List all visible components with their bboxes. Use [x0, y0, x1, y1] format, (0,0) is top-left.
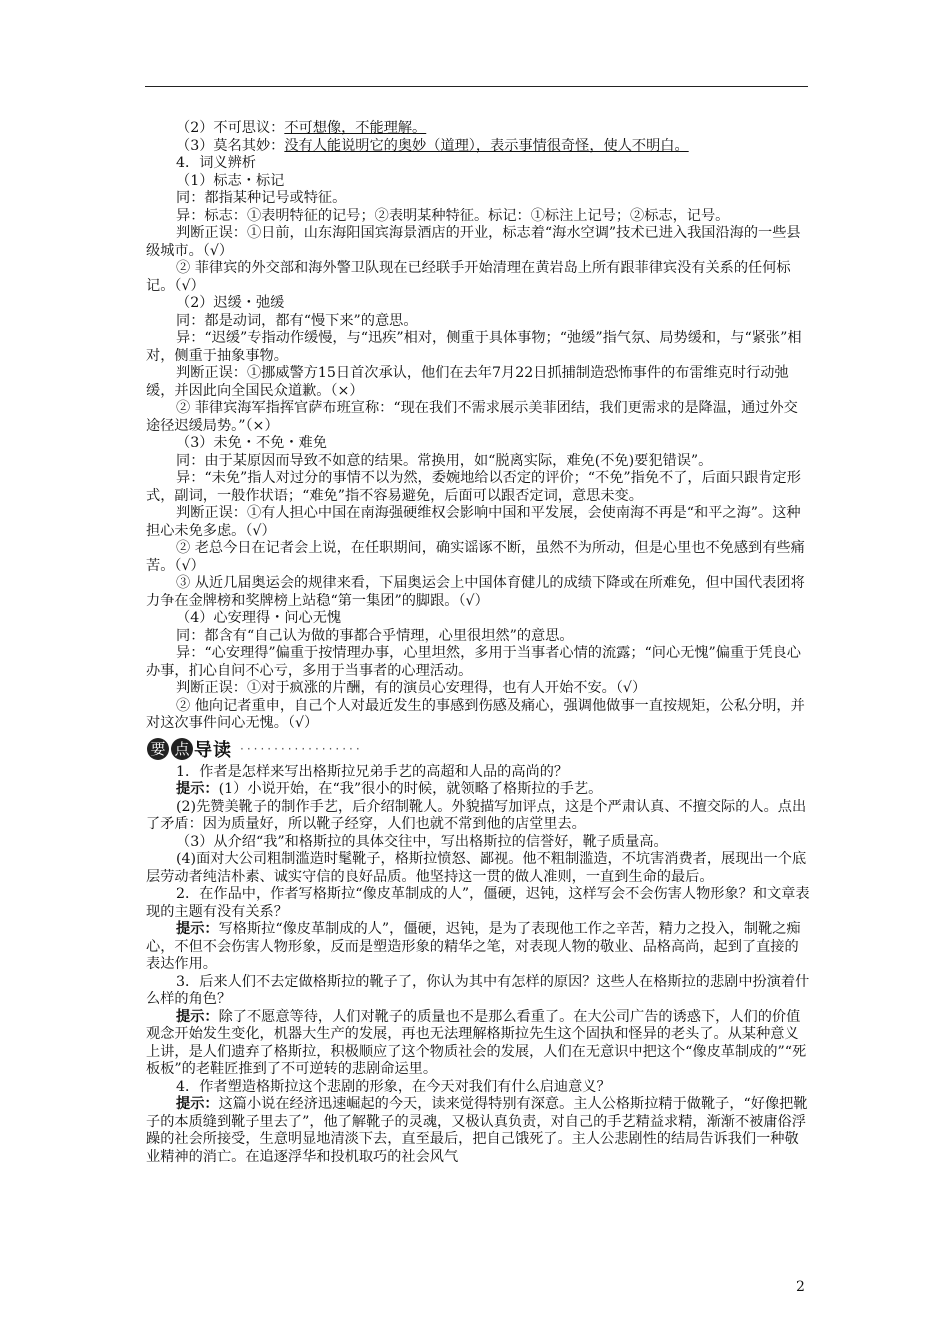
section-heading-key-points [146, 735, 810, 763]
paragraph: ② 菲律宾的外交部和海外警卫队现在已经联手开始清理在黄岩岛上所有跟菲律宾没有关系的任何标记。（√） [146, 260, 791, 294]
paragraph: 异：“心安理得”偏重于按情理办事，心里坦然，多用于当事者心情的流露；“问心无愧”偏重于凭良心办事，扪心自问不心亏，多用于当事者的心理活动。 [146, 645, 801, 679]
question: 2．在作品中，作者写格斯拉“像皮革制成的人”，僵硬，迟钝，这样写会不会伤害人物形象？和文章表现的主题有没有关系？ [146, 886, 810, 920]
answer: (2)先赞美靴子的制作手艺，后介绍制靴人。外貌描写加评点，这是个严肃认真、不擅交际的人。点出了矛盾：因为质量好，所以靴子经穿，人们也就不常到他的店堂里去。 [146, 798, 807, 832]
badge-text: 导读 [194, 739, 232, 761]
paragraph: 判断正误：①对于疯涨的片酬，有的演员心安理得，也有人开始不安。（√） [176, 680, 647, 696]
paragraph: ② 老总今日在记者会上说，在任职期间，确实谣诼不断，虽然不为所动，但是心里也不免感到有些痛苦。（√） [146, 540, 805, 574]
question: 1．作者是怎样来写出格斯拉兄弟手艺的高超和人品的高尚的？ [176, 763, 569, 780]
answer: 提示：(1）小说开始，在“我”很小的时候，就领略了格斯拉的手艺。 [176, 781, 603, 797]
paragraph: 同：都是动词，都有“慢下来”的意思。 [176, 312, 418, 329]
answer: 提示：除了不愿意等待，人们对靴子的质量也不是那么看重了。在大公司广告的诱惑下，人们的价值观念开始发生变化，机器大生产的发展，再也无法理解格斯拉先生这个固执和怪异的老头了。从某种意义上讲，是人们遗弃了格斯拉，积极顺应了这个物质社会的发展，人们在无意识中把这个“像皮革制成的”“死板板”的老鞋匠推到了不可逆转的悲剧命运里。 [146, 1008, 807, 1077]
word-pair-heading: （3）未免・不免・难免 [176, 435, 327, 451]
paragraph: ② 他向记者重申，自己个人对最近发生的事感到伤感及痛心，强调他做事一直按规矩，公私分明，并对这次事件问心无愧。（√） [146, 697, 805, 731]
paragraph: 异：“未免”指人对过分的事情不以为然，委婉地给以否定的评价；“不免”指免不了，后面只跟肯定形式，副词，一般作状语；“难免”指不容易避免，后面可以跟否定词，意思未变。 [146, 470, 801, 504]
page-number: 2 [796, 1279, 805, 1295]
paragraph: 判断正误：①挪威警方15日首次承认，他们在去年7月22日抓捕制造恐怖事件的布雷维克时行动弛缓，并因此向全国民众道歉。（×） [146, 365, 789, 399]
definition-line: （2）不可思议：不可想像，不能理解。 [176, 120, 427, 136]
dotted-divider: ·················· [240, 741, 363, 756]
subheading: 4．词义辨析 [176, 155, 256, 171]
paragraph: 同：由于某原因而导致不如意的结果。常换用，如“脱离实际，难免(不免)要犯错误”。 [176, 452, 713, 469]
word-pair-heading: （4）心安理得・问心无愧 [176, 610, 342, 626]
answer: 提示：这篇小说在经济迅速崛起的今天，读来觉得特别有深意。主人公格斯拉精于做靴子，“好像把靴子的本质缝到靴子里去了”，他了解靴子的灵魂，又极认真负责，对自己的手艺精益求精，渐渐不被庸俗浮躁的社会所接受，生意明显地清淡下去，直至最后，把自己饿死了。主人公悲剧性的结局告诉我们一种敬业精神的消亡。在追逐浮华和投机取巧的社会风气 [146, 1096, 808, 1165]
answer: （3）从介绍“我”和格斯拉的具体交往中，写出格斯拉的信誉好，靴子质量高。 [176, 833, 668, 850]
header-rule [145, 86, 808, 87]
question: 4．作者塑造格斯拉这个悲剧的形象，在今天对我们有什么启迪意义？ [176, 1078, 611, 1095]
question: 3．后来人们不去定做格斯拉的靴子了，你认为其中有怎样的原因？这些人在格斯拉的悲剧中扮演着什么样的角色？ [146, 973, 810, 1007]
badge-char-2: 点 [171, 738, 193, 760]
paragraph: 异：标志：①表明特征的记号；②表明某种特征。标记：①标注上记号；②标志，记号。 [176, 207, 730, 224]
badge-char-1: 要 [147, 738, 169, 760]
definition-line: （3）莫名其妙：没有人能说明它的奥妙（道理），表示事情很奇怪，使人不明白。 [176, 137, 689, 154]
paragraph: ③ 从近几届奥运会的规律来看，下届奥运会上中国体育健儿的成绩下降或在所难免，但中国代表团将力争在金牌榜和奖牌榜上站稳“第一集团”的脚跟。（√） [146, 575, 805, 609]
paragraph: 同：都指某种记号或特征。 [176, 190, 347, 206]
paragraph: 判断正误：①日前，山东海阳国宾海景酒店的开业，标志着“海水空调”技术已进入我国沿海的一些县级城市。（√） [146, 225, 801, 259]
page-body [146, 120, 810, 1166]
paragraph: 异：“迟缓”专指动作缓慢，与“迅疾”相对，侧重于具体事物；“弛缓”指气氛、局势缓和，与“紧张”相对，侧重于抽象事物。 [146, 330, 802, 364]
answer: (4)面对大公司粗制滥造时髦靴子，格斯拉愤怒、鄙视。他不粗制滥造，不坑害消费者，展现出一个底层劳动者纯洁朴素、诚实守信的良好品质。他坚持这一贯的做人准则，一直到生命的最后。 [146, 851, 807, 885]
paragraph: 同：都含有“自己认为做的事都合乎情理，心里很坦然”的意思。 [176, 627, 574, 644]
paragraph: ② 菲律宾海军指挥官萨布班宣称：“现在我们不需求展示美菲团结，我们更需求的是降温，通过外交途径迟缓局势。”（×） [146, 400, 798, 434]
word-pair-heading: （1）标志・标记 [176, 172, 285, 189]
word-pair-heading: （2）迟缓・弛缓 [176, 295, 285, 311]
answer: 提示：写格斯拉“像皮革制成的人”，僵硬，迟钝，是为了表现他工作之辛苦，精力之投入，制靴之痴心，不但不会伤害人物形象，反而是塑造形象的精华之笔，对表现人物的敬业、品格高尚，起到了直接的表达作用。 [146, 921, 801, 972]
paragraph: 判断正误：①有人担心中国在南海强硬维权会影响中国和平发展，会使南海不再是“和平之海”。这种担心未免多虑。（√） [146, 505, 801, 539]
section-badge [146, 736, 232, 762]
